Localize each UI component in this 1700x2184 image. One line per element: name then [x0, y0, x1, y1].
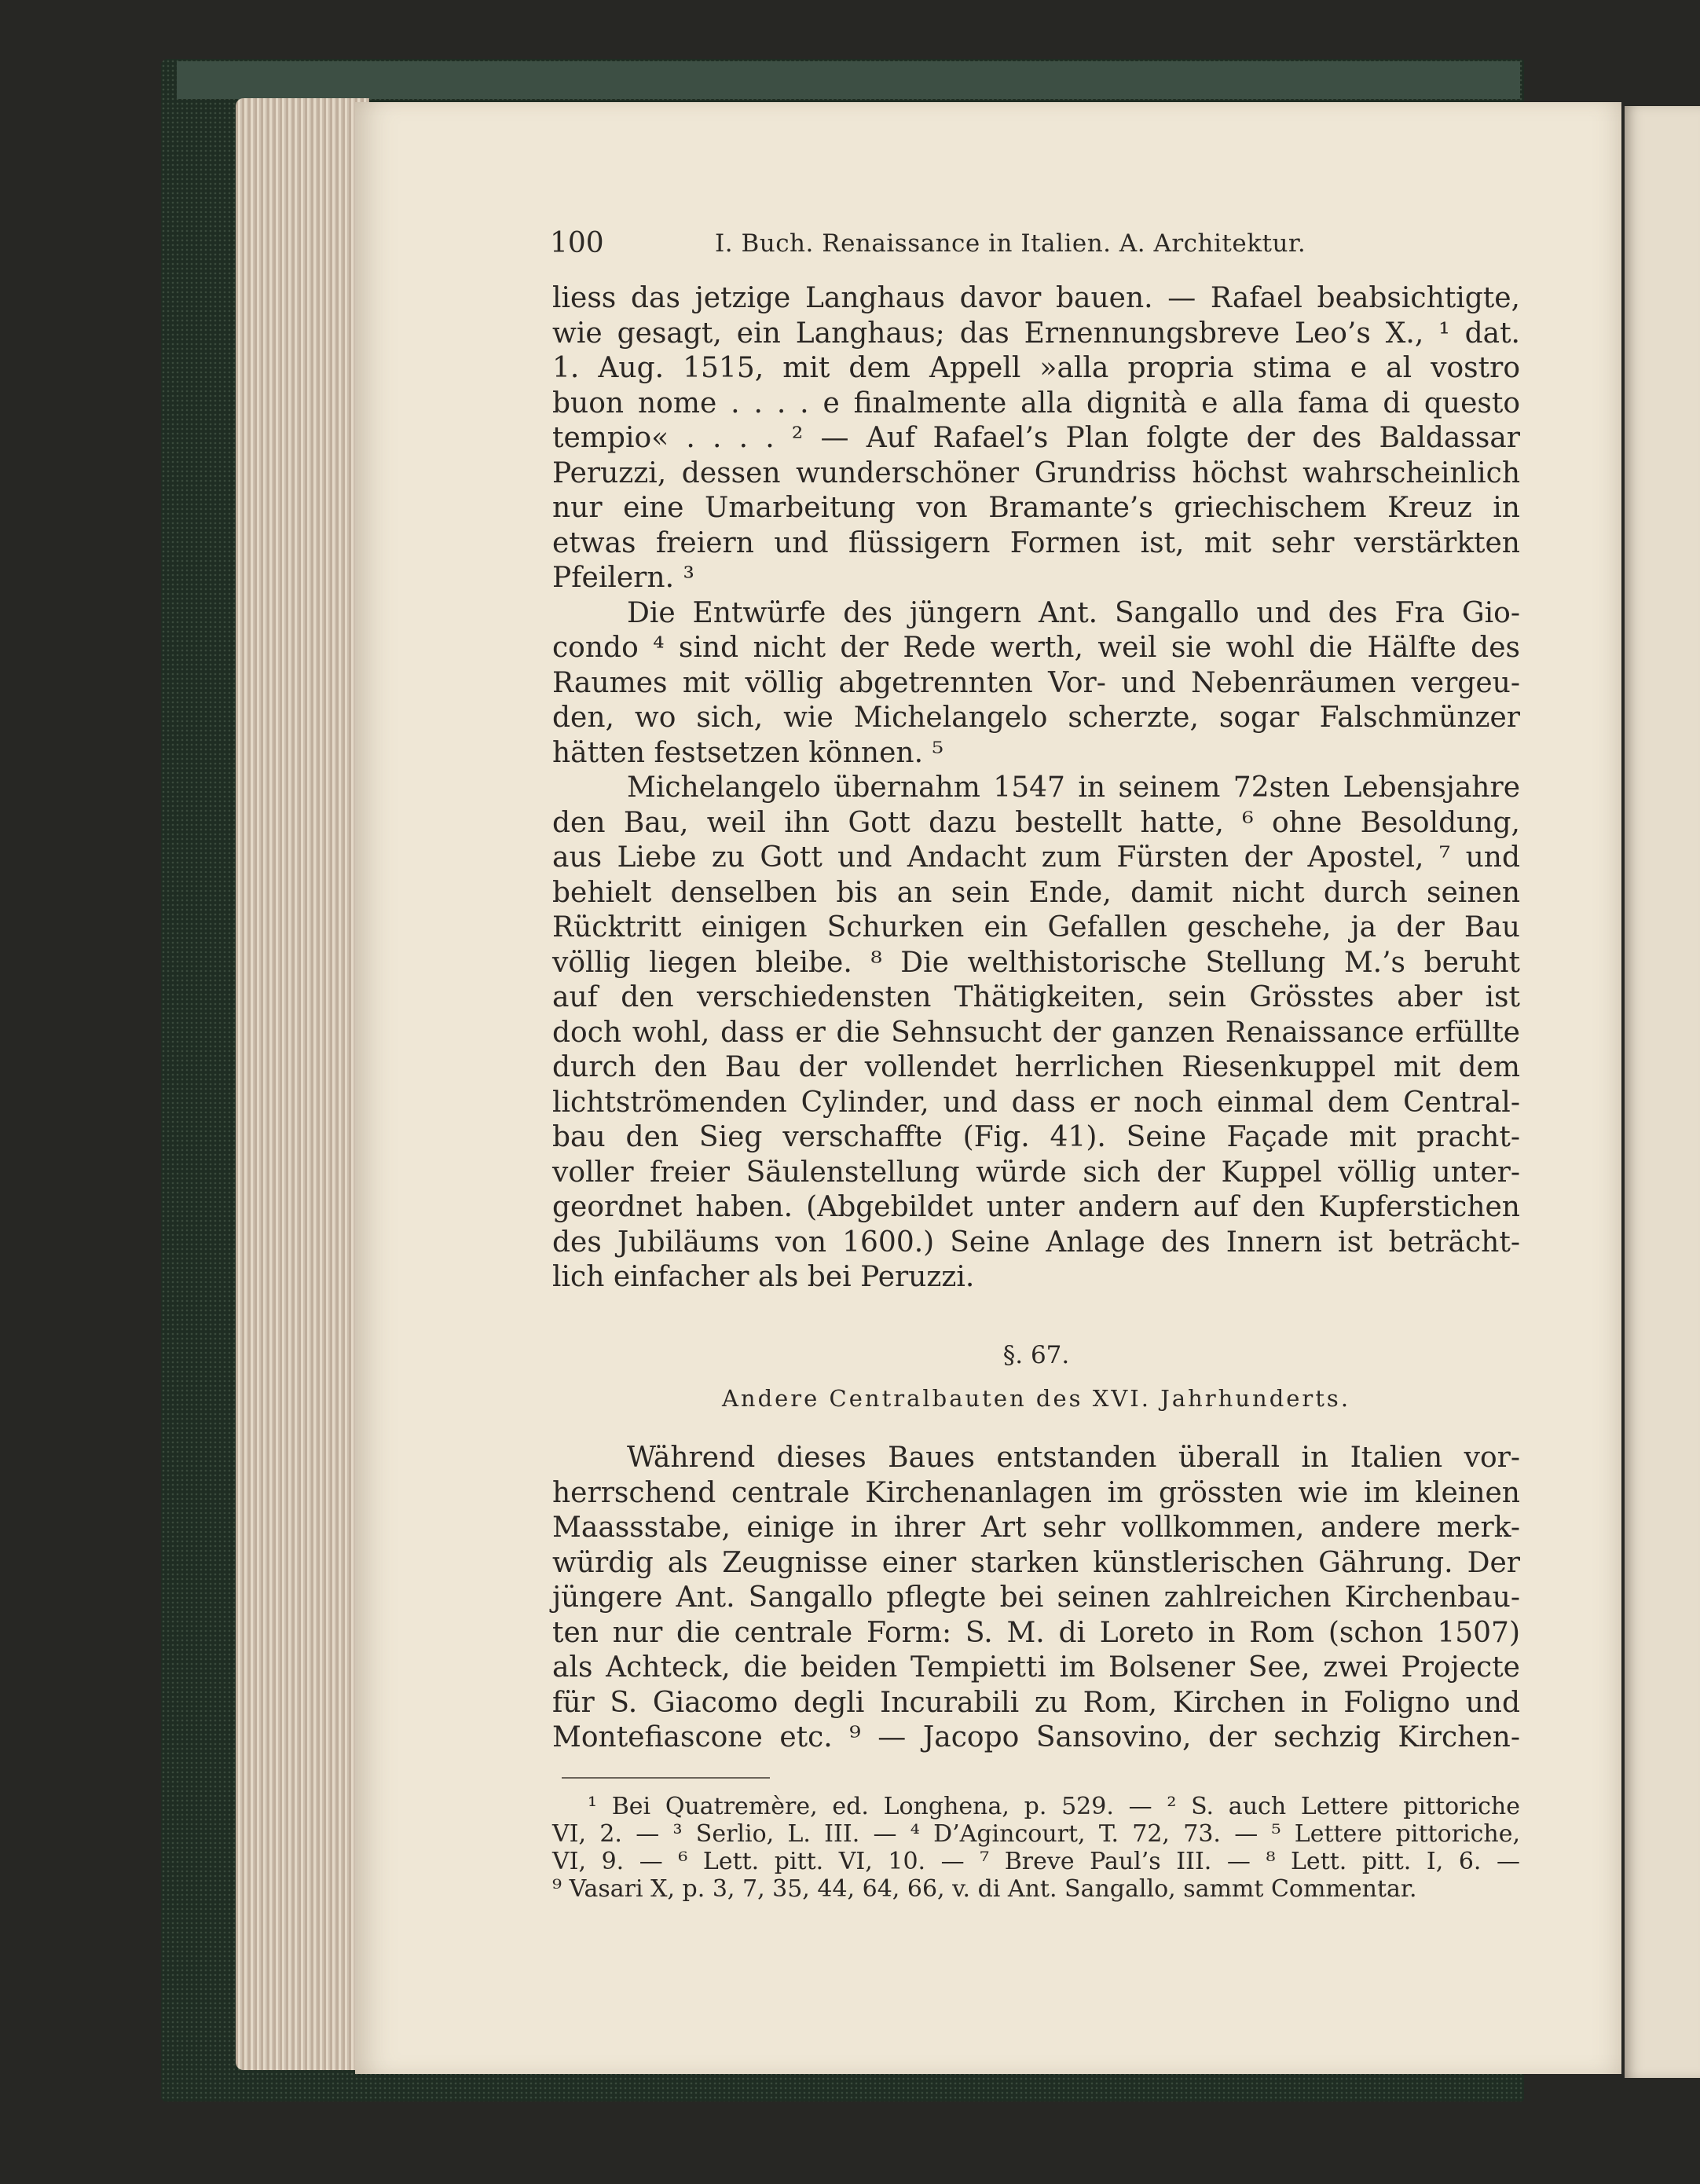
text-line: condo ⁴ sind nicht der Rede werth, weil sie wohl die Hälfte des	[552, 632, 1520, 664]
text-line: 1. Aug. 1515, mit dem Appell »alla propria stima e al vostro	[552, 352, 1520, 384]
text-line: Maassstabe, einige in ihrer Art sehr vollkommen, andere merk-	[552, 1512, 1520, 1544]
text-line: voller freier Säulenstellung würde sich der Kuppel völlig unter-	[552, 1156, 1520, 1189]
page-number: 100	[550, 227, 604, 259]
text-line: Montefiascone etc. ⁹ — Jacopo Sansovino, der sechzig Kirchen-	[552, 1721, 1520, 1753]
text-line: Michelangelo übernahm 1547 in seinem 72sten Lebensjahre	[627, 771, 1520, 804]
text-line: Während dieses Baues entstanden überall in Italien vor-	[627, 1442, 1520, 1474]
text-line: doch wohl, dass er die Sehnsucht der ganzen Renaissance erfüllte	[552, 1016, 1520, 1049]
text-line: ten nur die centrale Form: S. M. di Loreto in Rom (schon 1507)	[552, 1616, 1520, 1649]
footnote-line: VI, 2. — ³ Serlio, L. III. — ⁴ D’Agincourt, T. 72, 73. — ⁵ Lettere pittoriche,	[552, 1820, 1520, 1848]
text-line: wie gesagt, ein Langhaus; das Ernennungsbreve Leo’s X., ¹ dat.	[552, 317, 1520, 350]
text-line: aus Liebe zu Gott und Andacht zum Fürsten der Apostel, ⁷ und	[552, 841, 1520, 874]
text-line: Rücktritt einigen Schurken ein Gefallen geschehe, ja der Bau	[552, 911, 1520, 944]
text-line: behielt denselben bis an sein Ende, damit nicht durch seinen	[552, 876, 1520, 909]
text-line: herrschend centrale Kirchenanlagen im grössten wie im kleinen	[552, 1476, 1520, 1509]
text-line: jüngere Ant. Sangallo pflegte bei seinen zahlreichen Kirchenbau-	[552, 1581, 1520, 1614]
footnote-divider	[562, 1777, 770, 1779]
text-line: geordnet haben. (Abgebildet unter andern auf den Kupferstichen	[552, 1191, 1520, 1223]
text-line: Peruzzi, dessen wunderschöner Grundriss höchst wahrscheinlich	[552, 456, 1520, 489]
text-line: auf den verschiedensten Thätigkeiten, sein Grösstes aber ist	[552, 981, 1520, 1013]
footnote-line: ¹ Bei Quatremère, ed. Longhena, p. 529. — ² S. auch Lettere pittoriche	[588, 1793, 1520, 1820]
text-line: lichtströmenden Cylinder, und dass er noch einmal dem Central-	[552, 1086, 1520, 1119]
section-number: §. 67.	[1002, 1341, 1070, 1369]
text-line: Raumes mit völlig abgetrennten Vor- und Nebenräumen vergeu-	[552, 666, 1520, 699]
text-line: lich einfacher als bei Peruzzi.	[552, 1261, 975, 1293]
text-line: bau den Sieg verschaffte (Fig. 41). Seine Façade mit pracht-	[552, 1121, 1520, 1153]
text-line: als Achteck, die beiden Tempietti im Bolsener See, zwei Projecte	[552, 1651, 1520, 1684]
running-head	[550, 228, 1343, 259]
section-text-block	[552, 1441, 1520, 1756]
text-line: liess das jetzige Langhaus davor bauen. — Rafael beabsichtigte,	[552, 282, 1520, 314]
text-line: durch den Bau der vollendet herrlichen Riesenkuppel mit dem	[552, 1051, 1520, 1083]
text-line: tempio« . . . . ² — Auf Rafael’s Plan folgte der des Baldassar	[552, 422, 1520, 454]
facing-page-edge	[1625, 106, 1700, 2078]
footnote-line: ⁹ Vasari X, p. 3, 7, 35, 44, 64, 66, v. di Ant. Sangallo, sammt Commentar.	[552, 1875, 1417, 1903]
cover-top-edge	[177, 61, 1520, 99]
section-title: Andere Centralbauten des XVI. Jahrhunderts.	[721, 1385, 1351, 1412]
text-line: völlig liegen bleibe. ⁸ Die welthistorische Stellung M.’s beruht	[552, 946, 1520, 979]
text-line: den, wo sich, wie Michelangelo scherzte, sogar Falschmünzer	[552, 702, 1520, 734]
text-line: des Jubiläums von 1600.) Seine Anlage des Innern ist beträcht-	[552, 1226, 1520, 1259]
running-title: I. Buch. Renaissance in Italien. A. Architektur.	[715, 229, 1306, 258]
text-line: etwas freiern und flüssigern Formen ist, mit sehr verstärkten	[552, 526, 1520, 559]
main-text-block	[552, 281, 1520, 1295]
page-block-edges	[236, 98, 369, 2070]
footnote-line: VI, 9. — ⁶ Lett. pitt. VI, 10. — ⁷ Breve Paul’s III. — ⁸ Lett. pitt. I, 6. —	[552, 1848, 1520, 1875]
text-line: buon nome . . . . e finalmente alla dignità e alla fama di questo	[552, 387, 1520, 420]
text-line: würdig als Zeugnisse einer starken künstlerischen Gährung. Der	[552, 1546, 1520, 1579]
text-line: Pfeilern. ³	[552, 562, 694, 594]
text-line: den Bau, weil ihn Gott dazu bestellt hatte, ⁶ ohne Besoldung,	[552, 806, 1520, 839]
text-line: nur eine Umarbeitung von Bramante’s griechischem Kreuz in	[552, 492, 1520, 524]
text-line: für S. Giacomo degli Incurabili zu Rom, Kirchen in Foligno und	[552, 1686, 1520, 1719]
text-line: Die Entwürfe des jüngern Ant. Sangallo und des Fra Gio-	[627, 596, 1520, 629]
text-line: hätten festsetzen können. ⁵	[552, 736, 943, 769]
footnotes	[552, 1793, 1520, 1903]
